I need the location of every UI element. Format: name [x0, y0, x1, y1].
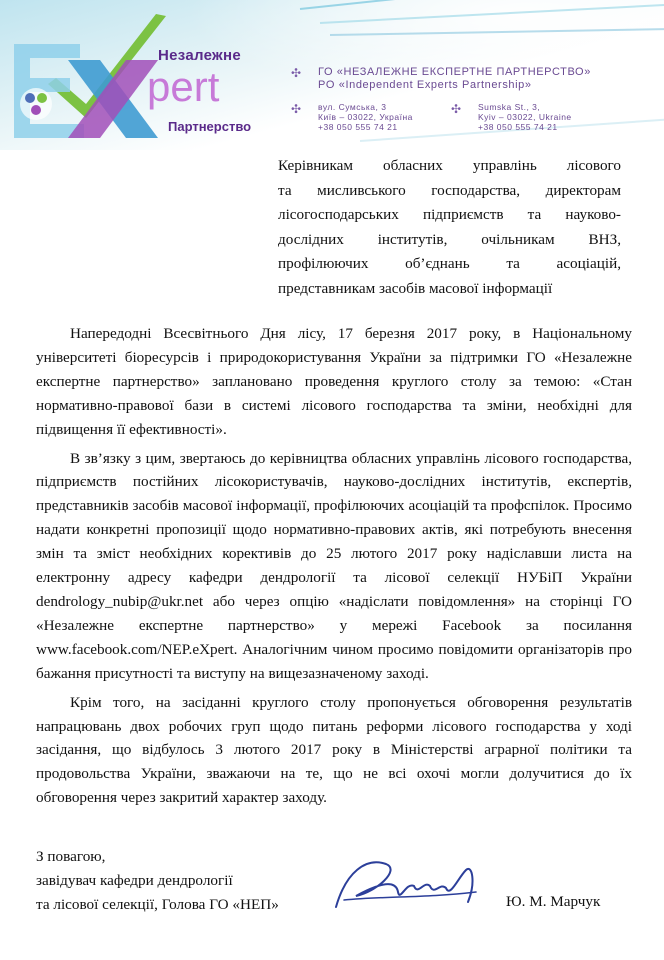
org-name-en: PO «Independent Experts Partnership» — [318, 78, 532, 91]
closing-line: З повагою, — [36, 848, 106, 865]
addressee-line: Керівникам обласних управлінь лісового — [278, 157, 621, 174]
address-en-phone: +38 050 555 74 21 — [478, 122, 558, 132]
closing-line: завідувач кафедри дендрології — [36, 872, 233, 889]
org-names — [318, 66, 591, 91]
closing-line: та лісової селекції, Голова ГО «НЕП» — [36, 896, 279, 913]
signer-name: Ю. М. Марчук — [506, 893, 601, 910]
addressee-line: представникам засобів масової інформації — [278, 279, 553, 297]
address-en-city: Kyiv – 03022, Ukraine — [478, 112, 572, 122]
logo-word-bottom: Партнерство — [168, 119, 252, 134]
closing-block — [36, 845, 279, 917]
star-icon: ✣ — [291, 102, 302, 116]
handwritten-signature — [326, 852, 496, 922]
org-name-ua: ГО «НЕЗАЛЕЖНЕ ЕКСПЕРТНЕ ПАРТНЕРСТВО» — [318, 66, 591, 78]
address-ua-city: Київ – 03022, Україна — [318, 112, 413, 122]
address-ua-street: вул. Сумська, 3 — [318, 102, 387, 112]
paragraph: Крім того, на засіданні круглого столу пропонується обговорення результатів напрацювань двох робочих груп щодо питань реформи лісового господарства у ході засідання, що відбулось 3 лютого 2017 року в Міністерстві аграрної політики та продовольства України, зважаючи на те, що не всі охочі могли долучитися до їх обговорення через закритий характер заходу. — [36, 693, 632, 807]
logo-word-big — [147, 63, 220, 110]
logo-big-word-rest: pert — [147, 63, 220, 110]
paragraph: Напередодні Всесвітнього Дня лісу, 17 березня 2017 року, в Національному університеті біоресурсів і природокористування України за підтримки ГО «Незалежне експертне партнерство» заплановано проведення круглого столу за темою: «Стан нормативно-правової бази в системі лісового господарства та зміни, необхідні для підвищення її ефективності». — [36, 325, 632, 438]
star-icon: ✣ — [451, 102, 462, 116]
star-icon: ✣ — [291, 66, 302, 80]
addressee-line: та мисливського господарства, директорам — [278, 181, 621, 199]
addressee-line: лісогосподарських підприємств та науково- — [278, 206, 621, 223]
paragraph: В зв’язку з цим, звертаюсь до керівництва обласних управлінь лісового господарства, підприємств постійних лісокористувачів, науково-дослідних інститутів, експертів, представників засобів масової інформації, профілюючих асоціацій та профспілок. Просимо надати конкретні пропозиції щодо нормативно-правових актів, які потребують внесення змін та зміст необхідних корективів до 25 лютого 2017 року надіславши листа на електронну адресу кафедри дендрології та лісової селекції НУБіП України dendrology_nubip@ukr.net або через опцію «надіслати повідомлення» на сторінці ГО «Незалежне експертне партнерство» у мережі Facebook за посилання www.facebook.com/NEP.eXpert. Аналогічним чином просимо повідомити організаторів про бажання присутності та виступу на вищезазначеному заході. — [36, 449, 632, 682]
address-ua — [318, 102, 413, 132]
addressee-block — [278, 154, 621, 301]
logo-word-top: Незалежне — [158, 47, 241, 64]
address-ua-phone: +38 050 555 74 21 — [318, 122, 398, 132]
address-en — [478, 102, 572, 132]
letterhead — [0, 0, 664, 150]
letter-body — [36, 322, 632, 815]
addressee-line: профілюючих об’єднань та асоціацій, — [278, 255, 621, 272]
address-en-street: Sumska St., 3, — [478, 102, 541, 112]
addressee-line: дослідних інститутів, очільникам ВНЗ, — [278, 230, 621, 248]
